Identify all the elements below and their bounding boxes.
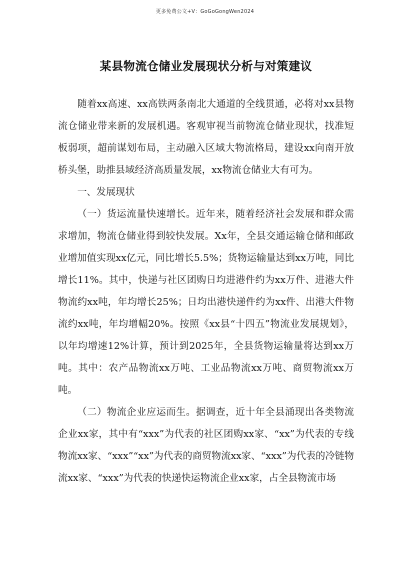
section-heading: 一、发展现状 — [77, 187, 135, 198]
document-body — [58, 94, 354, 490]
body-paragraph: （一）货运流量快速增长。近年来，随着经济社会发展和群众需求增加，物流仓储业得到较快发展。Xx年，全县交通运输仓储和邮政业增加值实现xx亿元，同比增长5.5%；货物运输量达到xx万吨，同比增长11%。其中，快递与社区团购日均进港件约为xx万件、进港大件物流约xx吨，年均增长25%；日均出港快递件约为xx件、出港大件物流约xx吨，年均增幅20%。按照《xx县“十四五”物流业发展规划》，以年均增速12%计算，预计到2025年，全县货物运输量将达到xx万吨。其中：农产品物流xx万吨、工业品物流xx万吨、商贸物流xx万吨。 — [58, 209, 354, 396]
intro-paragraph: 随着xx高速、xx高铁两条南北大通道的全线贯通，必将对xx县物流仓储业带来新的发展机遇。客观审视当前物流仓储业现状，找准短板弱项，超前谋划布局，主动融入区域大物流格局，建设xx向南开放桥头堡，助推县域经济高质量发展，xx物流仓储业大有可为。 — [58, 99, 354, 176]
body-paragraph: （二）物流企业应运而生。据调查，近十年全县涌现出各类物流企业xx家，其中有“xxx”为代表的社区团购xx家、“xx”为代表的专线物流xx家、“xxx”“xx”为代表的商贸物流xx家、“xxx”为代表的冷链物流xx家、“xxx”为代表的快递快运物流企业xx家，占全县物流市场 — [58, 407, 354, 484]
header-note: 更多免费公文+V：GoGoGongWen2024 — [155, 9, 255, 15]
document-title: 某县物流仓储业发展现状分析与对策建议 — [99, 59, 313, 73]
